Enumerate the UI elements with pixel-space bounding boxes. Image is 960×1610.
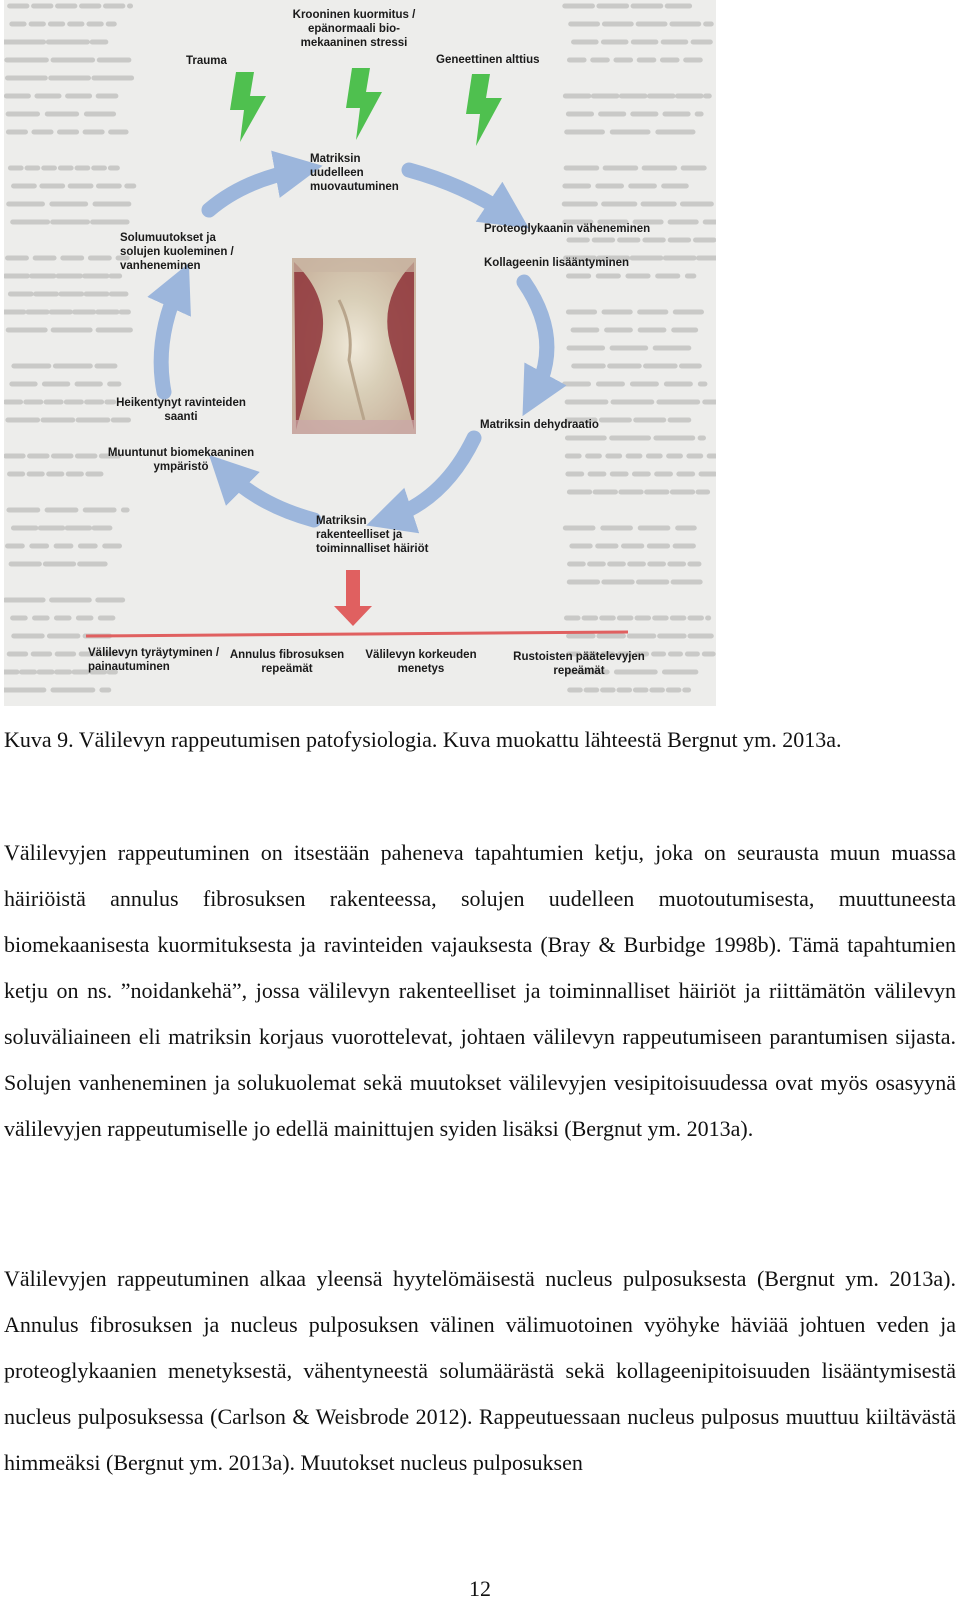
lightning-icon-genetic xyxy=(466,74,502,146)
arrow-nutrition-to-cells xyxy=(161,285,179,392)
label-chronic-load: Krooninen kuormitus / epänormaali bio- mekaaninen stressi xyxy=(292,9,416,49)
label-nutrition: Heikentynyt ravinteiden saanti xyxy=(116,397,246,423)
arrow-dehydration-to-disorders xyxy=(389,438,474,518)
page-number: 12 xyxy=(469,1576,491,1601)
label-annulus-tears: Annulus fibrosuksen repeämät xyxy=(229,649,345,675)
label-biomech-env: Muuntunut biomekaaninen ympäristö xyxy=(107,447,255,473)
cycle-diagram xyxy=(4,0,716,706)
paragraph-2: Välilevyjen rappeutuminen alkaa yleensä hyytelömäisestä nucleus pulposuksesta (Bergnut ym. 2013a). Annulus fibrosuksen ja nucleus pulposuksen välinen välimuotoinen vyöhyke häviää johtuen veden ja proteoglykaanien menetyksestä, vähentyneestä solumäärästä sekä kollageenipitoisuuden lisääntymisestä nucleus pulposuksessa (Carlson & Weisbrode 2012). Rappeutuessaan nucleus pulposus muuttuu kiiltävästä himmeäksi (Bergnut ym. 2013a). Muutokset nucleus pulposuksen xyxy=(4,1266,956,1475)
label-cell-changes: Solumuutokset ja solujen kuoleminen / vanheneminen xyxy=(120,232,234,272)
label-matrix-disorders: Matriksin rakenteelliset ja toiminnalliset häiriöt xyxy=(316,515,429,555)
arrow-remodel-to-proteoglycan xyxy=(409,170,509,215)
arrow-collagen-to-dehydration xyxy=(524,282,547,395)
paragraph-1: Välilevyjen rappeutuminen on itsestään paheneva tapahtumien ketju, joka on seurausta muun muassa häiriöistä annulus fibrosuksen rakenteessa, solujen uudelleen muotoutumisesta, muuttuneesta biomekaanisesta kuormituksesta ja ravinteiden vajauksesta (Bray & Burbidge 1998b). Tämä tapahtumien ketju on ns. ”noidankehä”, jossa välilevyn rakenteelliset ja toiminnalliset häiriöt ja riittämätön välilevyn soluväliaineen eli matriksin korjaus vuorottelevat, johtaen välilevyn rappeutumiseen parantumisen sijasta. Solujen vanheneminen ja solukuolemat sekä muutokset välilevyjen vesipitoisuudessa ovat myös osasyynä välilevyjen rappeutumiselle jo edellä mainittujen syiden lisäksi (Bergnut ym. 2013a). xyxy=(4,840,956,1141)
label-matrix-remodeling: Matriksin uudelleen muovautuminen xyxy=(310,153,399,193)
label-collagen: Kollageenin lisääntyminen xyxy=(484,257,630,269)
arrow-cells-to-remodel xyxy=(209,170,299,210)
label-dehydration: Matriksin dehydraatio xyxy=(480,419,599,431)
label-height-loss: Välilevyn korkeuden menetys xyxy=(365,649,477,675)
pathophysiology-figure xyxy=(4,0,716,706)
lightning-bolts xyxy=(230,68,502,146)
label-trauma: Trauma xyxy=(186,55,227,67)
figure-caption: Kuva 9. Välilevyn rappeutumisen patofysiologia. Kuva muokattu lähteestä Bergnut ym. 2013a. xyxy=(4,727,842,752)
label-genetic: Geneettinen alttius xyxy=(436,54,540,66)
arrow-disorders-to-biomech xyxy=(226,472,314,520)
lightning-icon-trauma xyxy=(230,72,266,142)
lightning-icon-chronic xyxy=(346,68,382,140)
label-endplate-tears: Rustoisten päätelevyjen repeämät xyxy=(513,651,645,677)
label-proteoglycan: Proteoglykaanin väheneminen xyxy=(484,223,651,235)
label-herniation: Välilevyn tyräytyminen / painautuminen xyxy=(88,647,220,673)
result-arrow xyxy=(86,570,628,636)
disc-photo xyxy=(292,258,416,434)
